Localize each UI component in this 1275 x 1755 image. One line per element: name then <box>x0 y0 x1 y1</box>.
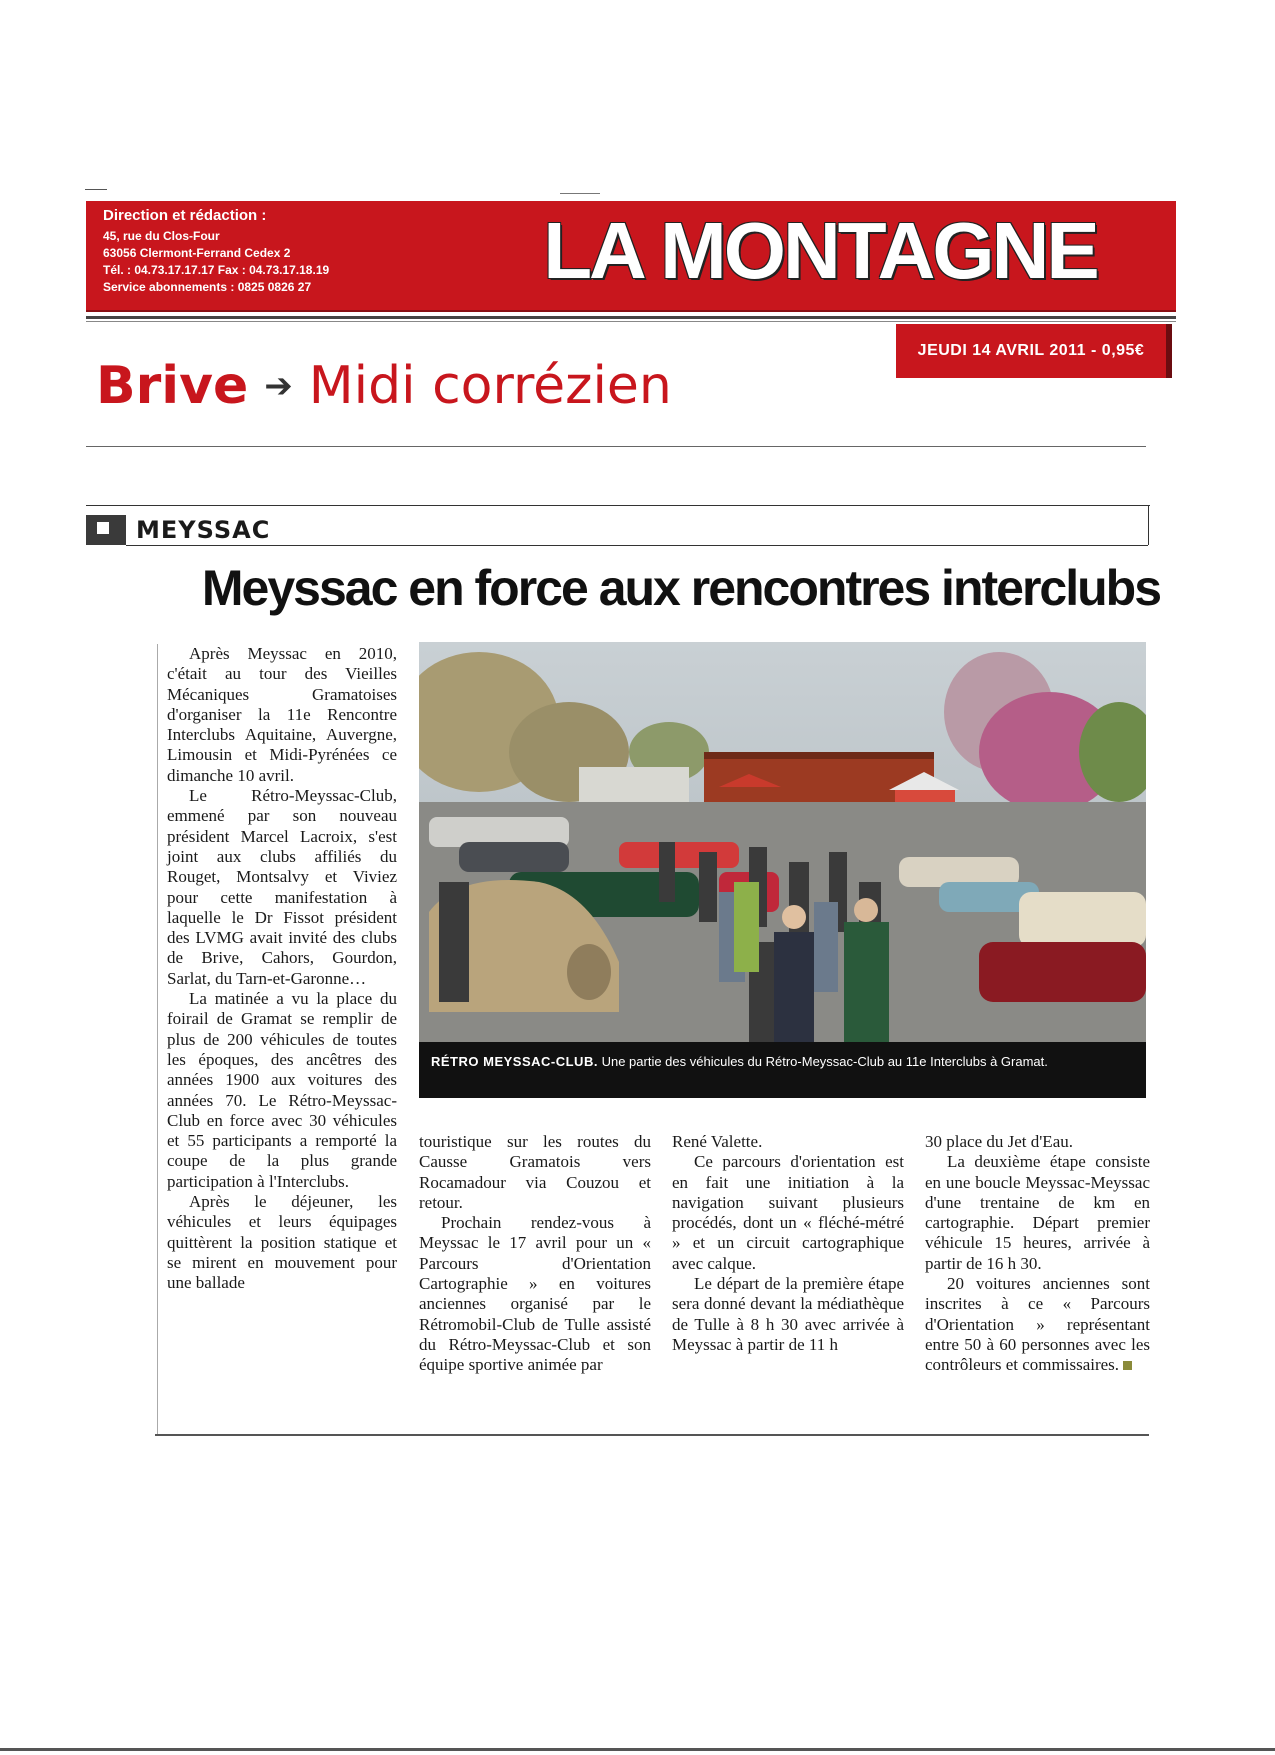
address-line: 45, rue du Clos-Four <box>103 229 220 243</box>
article-paragraph: Après le déjeuner, les véhicules et leurs équipages quittèrent la position statique et se mirent en mouvement pour une ballade <box>167 1192 397 1293</box>
article-column-4 <box>925 1132 1150 1376</box>
article-paragraph: La deuxième étape consiste en une boucle Meyssac-Meyssac d'une trentaine de km en cartographie. Départ premier véhicule 15 heures, arrivée à partir de 16 h 30. <box>925 1152 1150 1273</box>
address-block <box>103 206 483 296</box>
top-rule <box>560 193 600 194</box>
caption-lead: RÉTRO MEYSSAC-CLUB. <box>431 1054 598 1069</box>
section-sub: Midi corrézien <box>308 356 672 416</box>
column-divider <box>157 644 158 1434</box>
article-paragraph-text: 20 voitures anciennes sont inscrites à ce « Parcours d'Orientation » représentant entre 50 à 60 personnes avec les contrôleurs et commissaires. <box>925 1274 1150 1375</box>
date-price-badge: JEUDI 14 AVRIL 2011 - 0,95€ <box>896 324 1172 378</box>
top-rule <box>85 189 107 190</box>
article-paragraph: touristique sur les routes du Causse Gramatois vers Rocamadour via Couzou et retour. <box>419 1132 651 1212</box>
article-paragraph: Ce parcours d'orientation est en fait une initiation à la navigation suivant plusieurs procédés, dont un « fléché-métré » et un circuit cartographique avec calque. <box>672 1152 904 1273</box>
rubric-rule <box>86 505 1150 506</box>
article-paragraph: Après Meyssac en 2010, c'était au tour des Vieilles Mécaniques Gramatoises d'organiser la 11e Rencontre Interclubs Aquitaine, Auvergne, Limousin et Midi-Pyrénées ce dimanche 10 avril. <box>167 644 397 785</box>
article-column-3 <box>672 1132 904 1355</box>
article-paragraph: Le départ de la première étape sera donné devant la médiathèque de Tulle à 8 h 30 avec arrivée à Meyssac à partir de 11 h <box>672 1274 904 1354</box>
article-headline: Meyssac en force aux rencontres interclubs <box>201 560 1160 616</box>
square-icon <box>97 522 109 534</box>
section-main: Brive <box>96 356 249 416</box>
photo-caption <box>419 1042 1146 1098</box>
rubric-rule <box>1148 505 1149 545</box>
section-rule <box>86 446 1146 447</box>
article-paragraph: Prochain rendez-vous à Meyssac le 17 avril pour un « Parcours d'Orientation Cartographie » en voitures anciennes organisé par le Rétromobil-Club de Tulle assisté du Rétro-Meyssac-Club et son équipe sportive animée par <box>419 1213 651 1375</box>
masthead-rule <box>86 321 1176 322</box>
address-heading: Direction et rédaction : <box>103 207 267 224</box>
rubric-rule <box>126 545 1148 546</box>
address-line: Service abonnements : 0825 0826 27 <box>103 280 312 294</box>
double-arrow-icon: ➔ <box>264 366 293 406</box>
masthead-rule <box>86 316 1176 319</box>
article-paragraph: 30 place du Jet d'Eau. <box>925 1132 1073 1151</box>
article-paragraph: La matinée a vu la place du foirail de Gramat se remplir de plus de 200 véhicules de toutes les époques, des ancêtres des années 1900 aux voitures des années 70. Le Rétro-Meyssac-Club en force avec 30 véhicules et 55 participants a remporté la coupe de la plus grande participation à l'Interclubs. <box>167 989 397 1191</box>
article-bottom-rule <box>155 1434 1149 1436</box>
article-column-1 <box>167 644 397 1294</box>
article-column-2 <box>419 1132 651 1376</box>
newspaper-name: LA MONTAGNE <box>543 206 1097 295</box>
article-paragraph: René Valette. <box>672 1132 763 1151</box>
section-heading <box>96 356 672 416</box>
article-paragraph: Le Rétro-Meyssac-Club, emmené par son nouveau président Marcel Lacroix, s'est joint aux clubs affiliés du Rouget, Montsalvy et Viviez pour cette manifestation à laquelle le Dr Fissot président des LVMG avait invité des clubs de Brive, Cahors, Gourdon, Sarlat, du Tarn-et-Garonne… <box>167 786 397 988</box>
page-bottom-rule <box>0 1748 1275 1751</box>
address-line: 63056 Clermont-Ferrand Cedex 2 <box>103 246 291 260</box>
caption-text: Une partie des véhicules du Rétro-Meyssac-Club au 11e Interclubs à Gramat. <box>601 1054 1048 1069</box>
rubric-label: MEYSSAC <box>136 516 271 544</box>
end-mark-icon <box>1123 1361 1132 1370</box>
article-paragraph-last <box>925 1274 1150 1375</box>
article-photo <box>419 642 1146 1042</box>
address-line: Tél. : 04.73.17.17.17 Fax : 04.73.17.18.19 <box>103 263 330 277</box>
